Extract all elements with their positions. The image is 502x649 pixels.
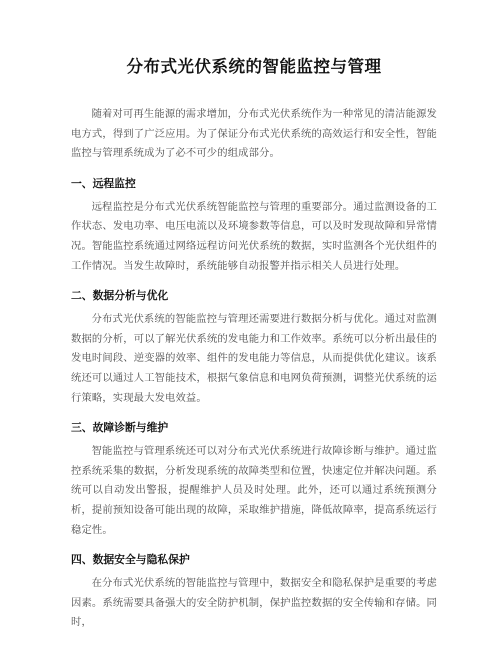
- section-data-analysis: [71, 288, 437, 408]
- document-title: 分布式光伏系统的智能监控与管理: [126, 57, 382, 76]
- section-paragraph: 智能监控与管理系统还可以对分布式光伏系统进行故障诊断与维护。通过监控系统采集的数据，分析发现系统的故障类型和位置，快速定位并解决问题。系统可以自动发出警报，提醒维护人员及时处理。此外，还可以通过系统预测分析，提前预知设备可能出现的故障，采取维护措施，降低故障率，提高系统运行稳定性。: [71, 445, 437, 536]
- section-remote-monitoring: [71, 176, 437, 276]
- section-data-security: [71, 552, 437, 633]
- section-paragraph: 在分布式光伏系统的智能监控与管理中，数据安全和隐私保护是重要的考虑因素。系统需要具备强大的安全防护机制，保护监控数据的安全传输和存储。同时，: [71, 577, 437, 629]
- section-heading: 三、故障诊断与维护: [71, 421, 169, 435]
- section-paragraph: 分布式光伏系统的智能监控与管理还需要进行数据分析与优化。通过对监测数据的分析，可以了解光伏系统的发电能力和工作效率。系统可以分析出最佳的发电时间段、逆变器的效率、组件的发电能力等信息，从而提供优化建议。该系统还可以通过人工智能技术，根据气象信息和电网负荷预测，调整光伏系统的运行策略，实现最大发电效益。: [71, 313, 437, 404]
- section-fault-diagnosis: [71, 420, 437, 540]
- section-heading: 一、远程监控: [71, 176, 136, 190]
- intro-paragraph: 随着对可再生能源的需求增加，分布式光伏系统作为一种常见的清洁能源发电方式，得到了广泛应用。为了保证分布式光伏系统的高效运行和安全性，智能监控与管理系统成为了必不可少的组成部分。: [71, 108, 437, 160]
- section-paragraph: 远程监控是分布式光伏系统智能监控与管理的重要部分。通过监测设备的工作状态、发电功率、电压电流以及环境参数等信息，可以及时发现故障和异常情况。智能监控系统通过网络远程访问光伏系统的数据，实时监测各个光伏组件的工作情况。当发生故障时，系统能够自动报警并指示相关人员进行处理。: [71, 200, 437, 272]
- section-heading: 四、数据安全与隐私保护: [71, 553, 190, 567]
- section-heading: 二、数据分析与优化: [71, 289, 169, 303]
